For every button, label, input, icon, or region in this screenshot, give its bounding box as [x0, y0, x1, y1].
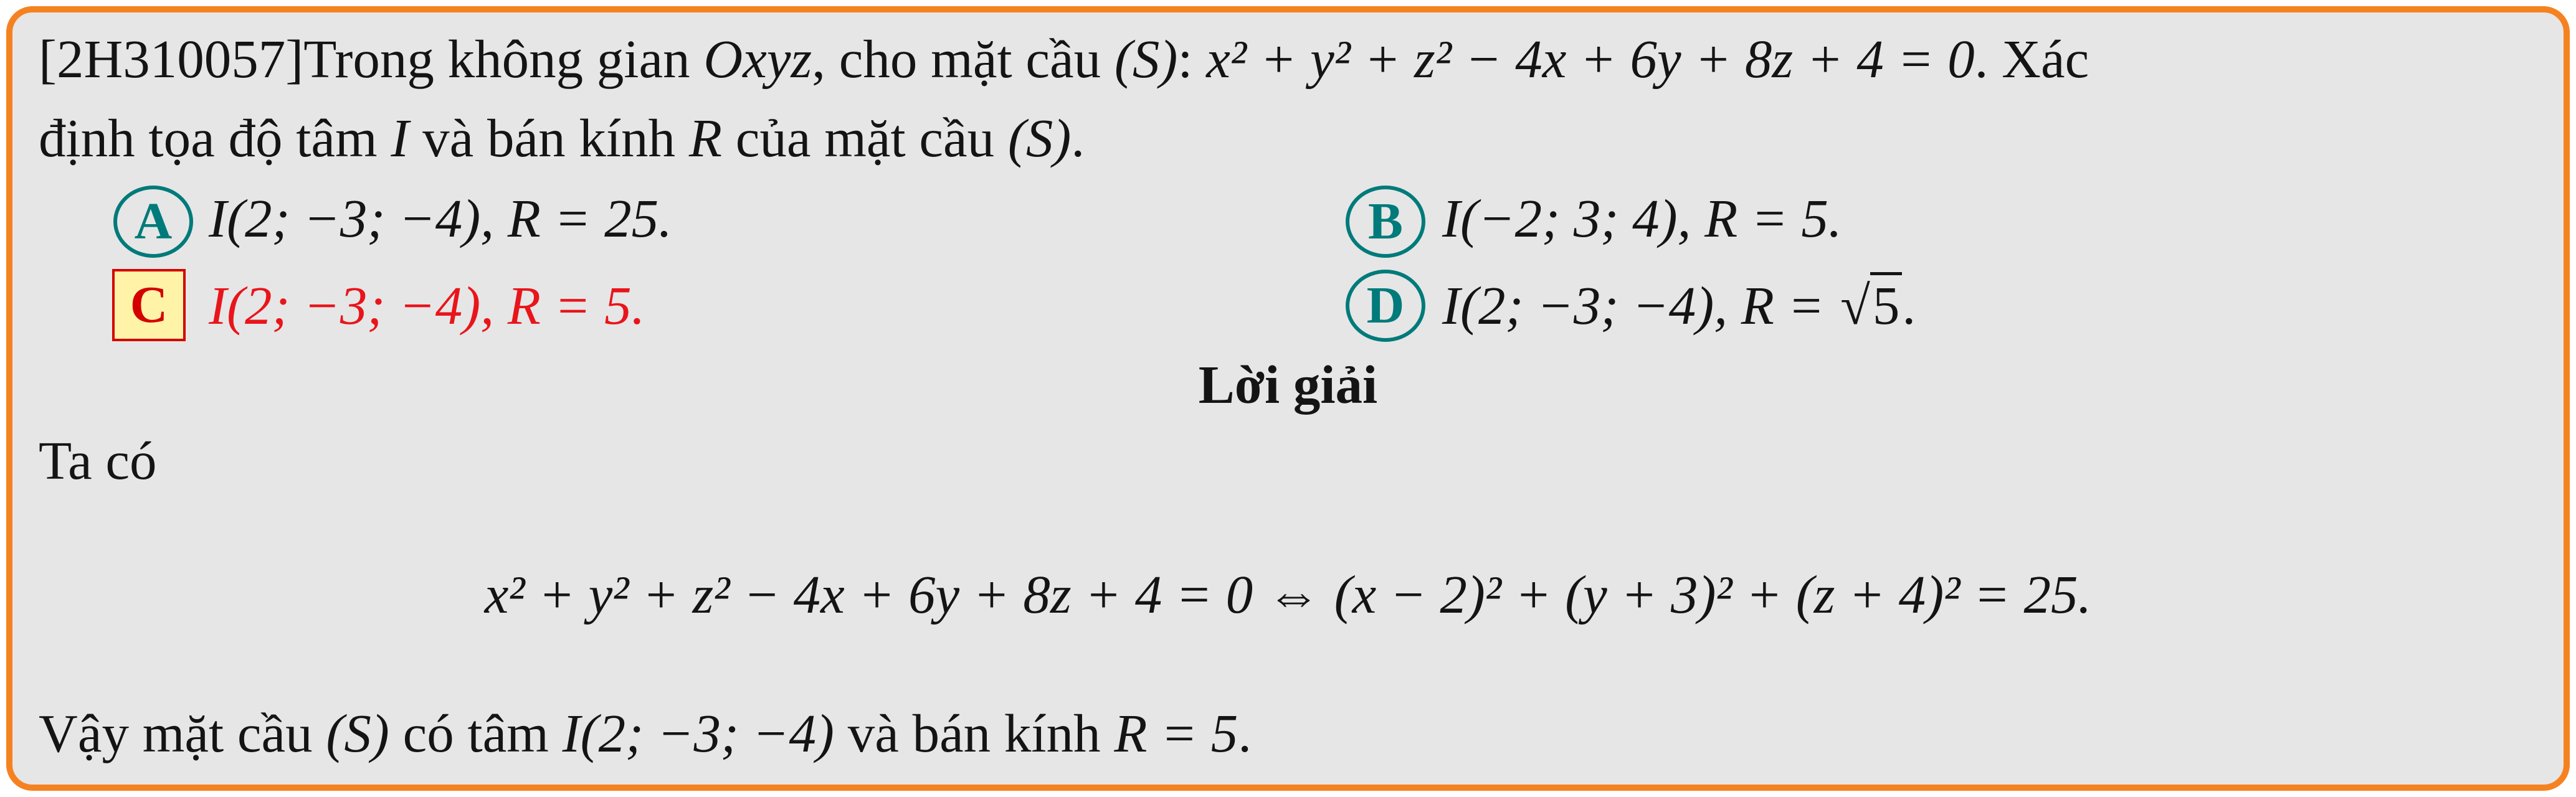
conclusion-radius: R = 5: [1114, 703, 1238, 763]
question-line-1: [39, 28, 2089, 90]
question-text-3: . Xác: [1974, 29, 2089, 89]
solution-intro: Ta có: [39, 430, 157, 491]
question-text-6: của mặt cầu: [721, 108, 1008, 168]
option-c-text[interactable]: I(2; −3; −4), R = 5.: [209, 275, 645, 336]
conclusion-text-1: Vậy mặt cầu: [39, 703, 326, 763]
solution-heading: Lời giải: [1198, 354, 1378, 415]
option-d-text-pre: I(2; −3; −4), R =: [1442, 275, 1838, 336]
question-text-2: , cho mặt cầu: [812, 29, 1115, 89]
conclusion-sphere: (S): [326, 703, 389, 763]
radius-symbol: R: [688, 108, 722, 168]
conclusion-text-3: và bán kính: [834, 703, 1115, 763]
question-line-2: [39, 107, 1085, 169]
colon: :: [1177, 29, 1207, 89]
conclusion-center: I(2; −3; −4): [562, 703, 834, 763]
option-c-label[interactable]: C: [112, 269, 186, 341]
center-symbol: I: [391, 108, 409, 168]
space-name: Oxyz: [703, 29, 812, 89]
conclusion-text-2: có tâm: [389, 703, 563, 763]
question-id: [2H310057]: [39, 29, 304, 89]
option-b-text[interactable]: I(−2; 3; 4), R = 5.: [1442, 188, 1842, 248]
solution-equation: x² + y² + z² − 4x + 6y + 8z + 4 = 0 ⇔ (x − 2)² + (y + 3)² + (z + 4)² = 25.: [484, 564, 2092, 625]
option-d-text[interactable]: [1442, 275, 1916, 337]
conclusion-text-4: .: [1238, 703, 1252, 763]
sqrt-radicand: 5: [1870, 272, 1903, 336]
option-a-text[interactable]: I(2; −3; −4), R = 25.: [209, 188, 672, 248]
question-text-1: Trong không gian: [303, 29, 704, 89]
question-equation: x² + y² + z² − 4x + 6y + 8z + 4 = 0: [1206, 29, 1975, 89]
solution-conclusion: [39, 702, 1252, 765]
option-b-label[interactable]: B: [1346, 186, 1425, 258]
sphere-name: (S): [1114, 29, 1178, 89]
question-text-7: .: [1071, 108, 1085, 168]
option-d-label[interactable]: D: [1346, 270, 1425, 342]
question-text-5: và bán kính: [409, 108, 689, 168]
option-d-text-post: .: [1902, 275, 1916, 336]
question-text-4: định tọa độ tâm: [39, 108, 391, 168]
sqrt-symbol: √5: [1838, 275, 1902, 337]
option-a-label[interactable]: A: [113, 186, 193, 258]
sphere-name-2: (S): [1007, 108, 1072, 168]
